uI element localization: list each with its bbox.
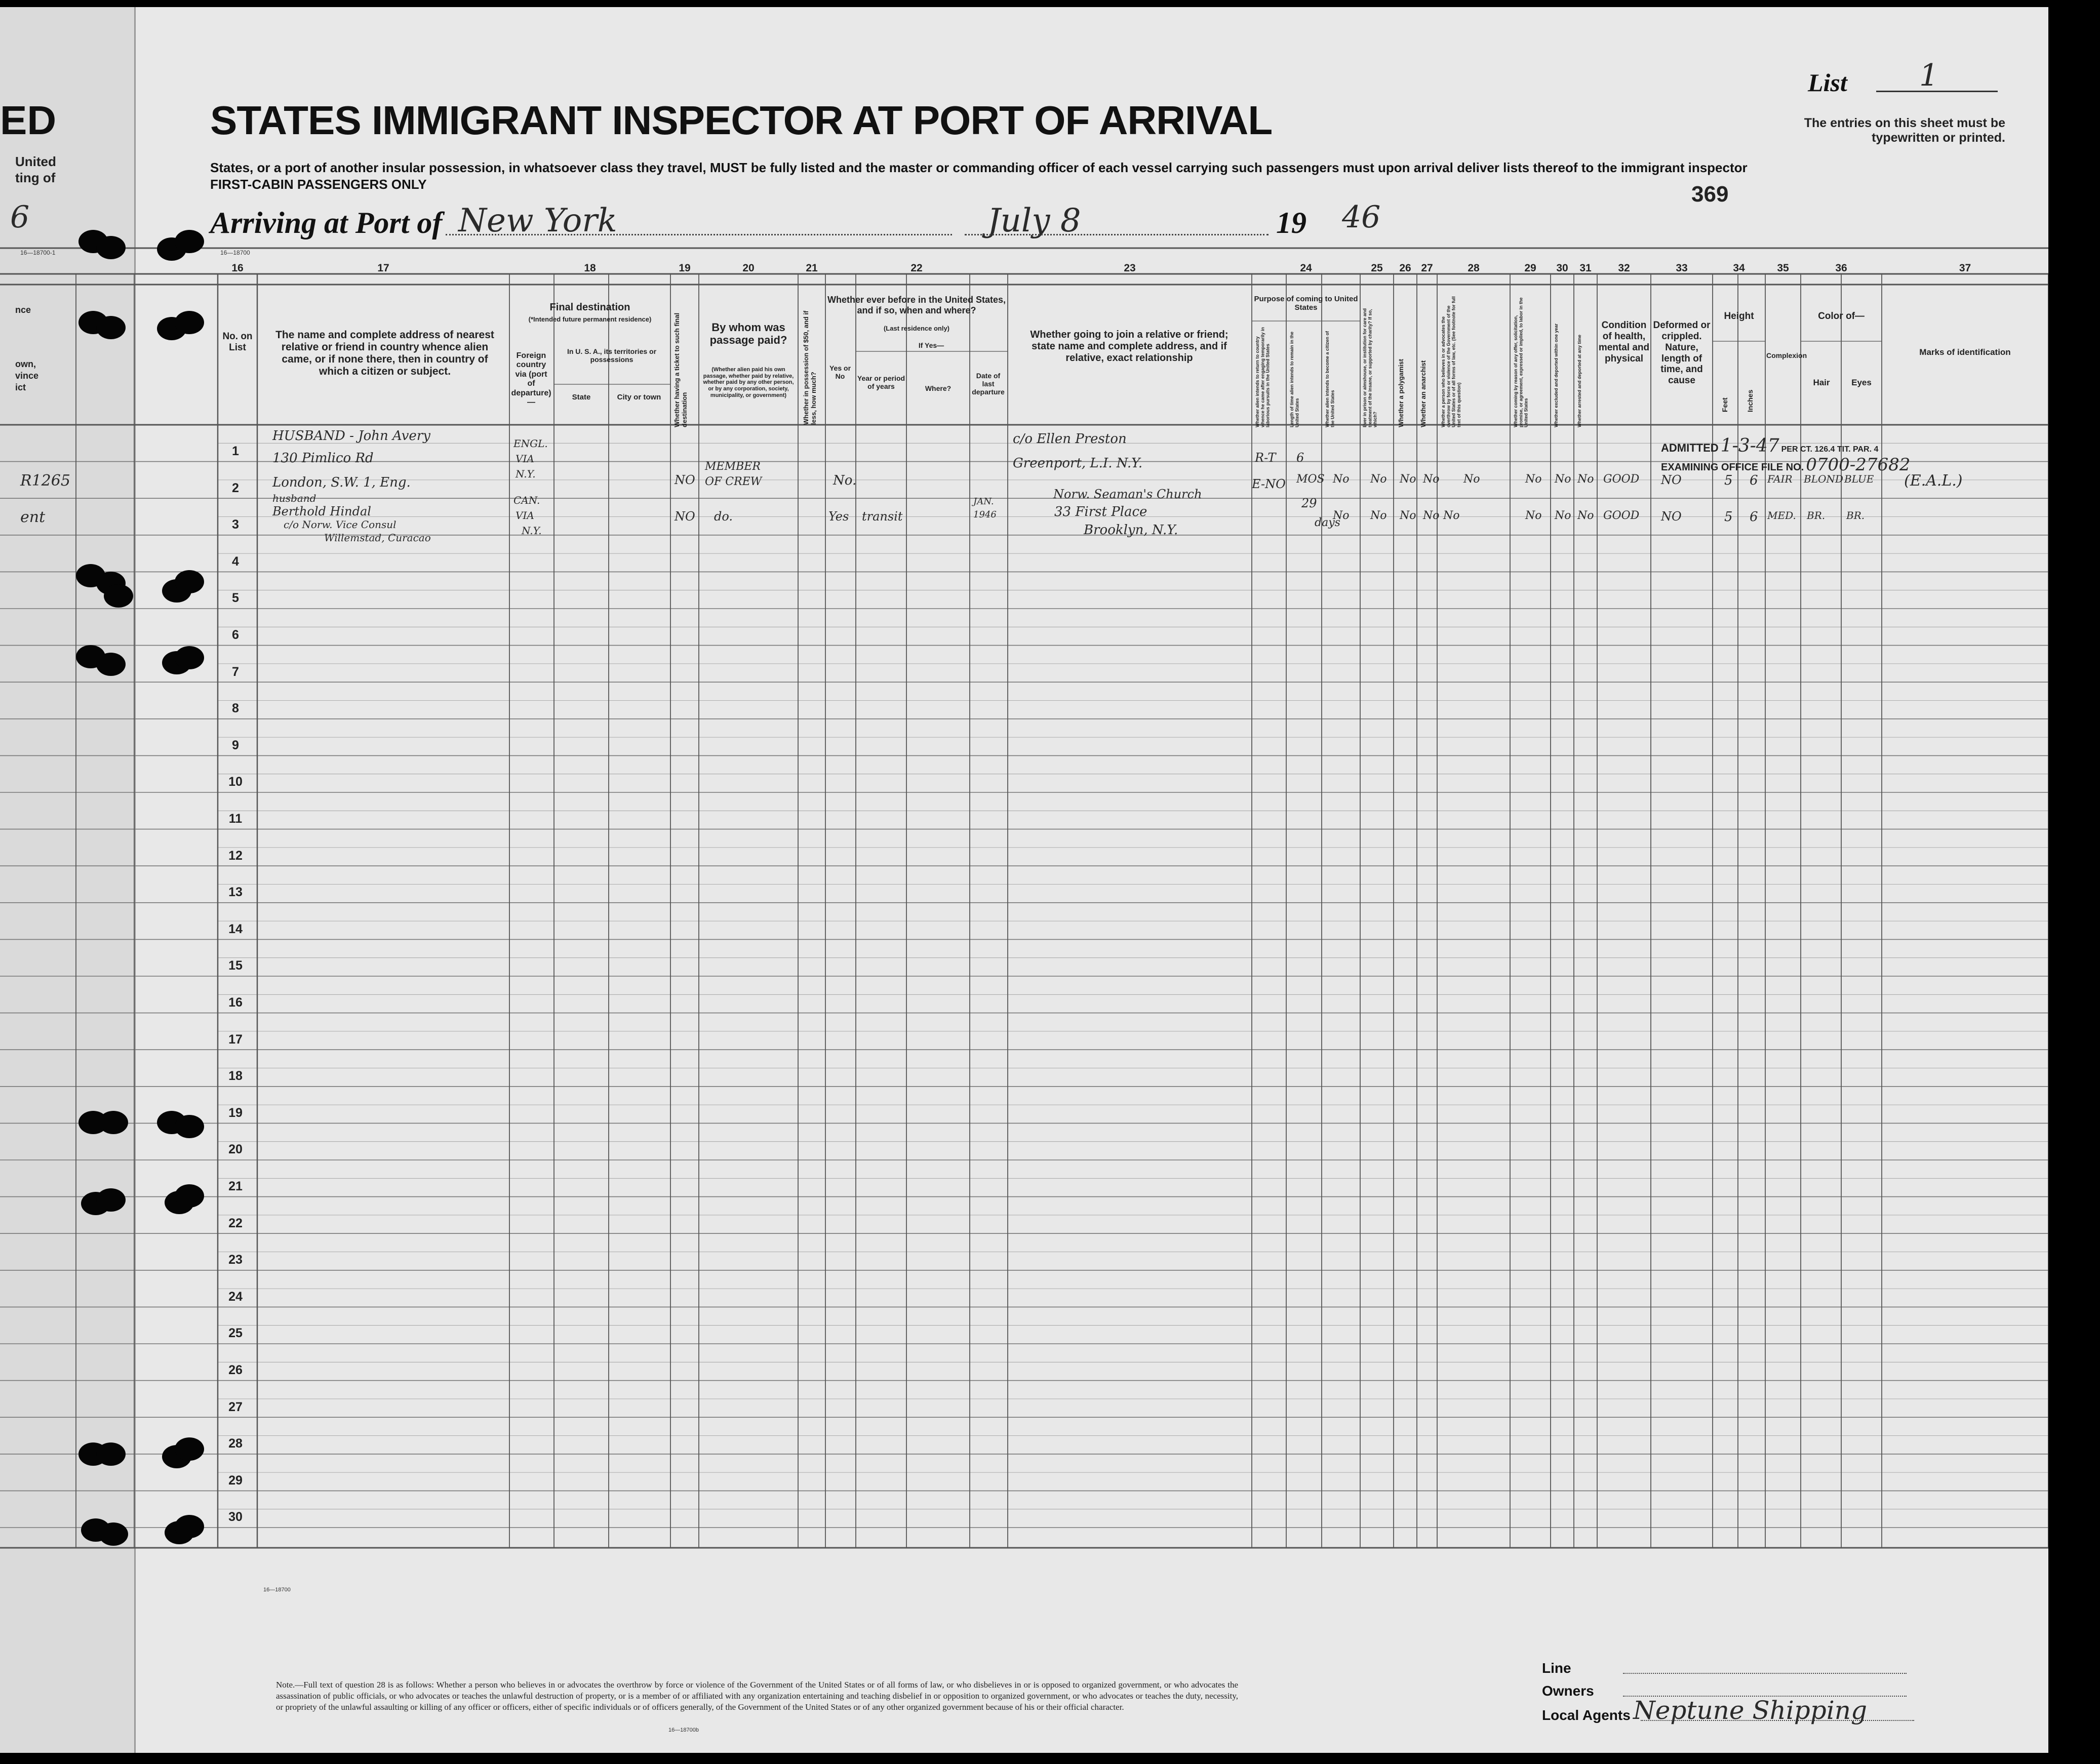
entry-1-ticket: NO: [675, 473, 695, 487]
left-label: nce: [15, 305, 31, 315]
column-number: 26: [1399, 262, 1411, 274]
admitted-label: ADMITTED: [1661, 442, 1719, 454]
column-number: 18: [584, 262, 596, 274]
entry-2-complexion: MED.: [1767, 509, 1796, 522]
agents-value: Neptune Shipping: [1633, 1696, 1867, 1725]
entry-2-last-departure: JAN.: [973, 496, 994, 507]
entry-2-foreign: N.Y.: [522, 525, 542, 537]
punch-hole: [96, 236, 126, 259]
punch-hole: [175, 230, 204, 253]
row-number: 26: [228, 1363, 243, 1377]
header-passage-paid: By whom was passage paid?: [709, 321, 787, 347]
left-number: 6: [10, 199, 30, 235]
entry-2-ticket: NO: [675, 509, 695, 524]
column-number: 23: [1124, 262, 1136, 274]
row-number: 4: [232, 554, 239, 569]
port-value: New York: [458, 202, 617, 239]
column-number: 21: [806, 262, 818, 274]
entry-2-deformed: NO: [1661, 509, 1682, 524]
left-title-fragment: ED: [0, 98, 57, 143]
row-number: 3: [232, 517, 239, 532]
header-in-usa: In U. S. A., its territories or possessions: [567, 347, 657, 364]
line-field-line: [1623, 1673, 1907, 1674]
header-join-relative: Whether going to join a relative or friend; state name and complete address, and if relative, exact relationship: [1030, 329, 1229, 364]
admitted-initials: (E.A.L.): [1904, 472, 1963, 490]
row-number: 14: [228, 921, 243, 936]
header-yes-no: Yes or No: [829, 364, 851, 381]
header-passage-paid-sub: (Whether alien paid his own passage, whether paid by relative, whether paid by any other person, or by any corporation, society, municipality, or government): [703, 367, 794, 398]
column-number: 33: [1676, 262, 1688, 274]
entry-2-purpose-c: days: [1315, 516, 1340, 529]
first-cabin-label: FIRST-CABIN PASSENGERS ONLY: [210, 177, 427, 192]
header-ticket: Whether having a ticket to such final destination: [673, 312, 688, 427]
manifest-page: [0, 7, 2048, 1753]
entry-1-purpose-c: MOS: [1296, 473, 1325, 486]
column-number: 24: [1300, 262, 1312, 274]
entry-2-foreign: CAN.: [513, 494, 540, 506]
entry-1-join: c/o Ellen Preston: [1013, 431, 1127, 447]
entry-2-purpose-b: 29: [1301, 496, 1317, 510]
row-number: 19: [228, 1105, 243, 1120]
entry-2-q28: No: [1443, 509, 1460, 522]
entry-2-eyes: BR.: [1846, 509, 1865, 522]
entry-1-q30: No: [1555, 473, 1571, 486]
column-number: 19: [679, 262, 691, 274]
row-number: 30: [228, 1510, 243, 1525]
header-purpose: Purpose of coming to United States: [1254, 295, 1358, 312]
column-number: 30: [1556, 262, 1568, 274]
row-number: 13: [228, 885, 243, 900]
column-number: 37: [1959, 262, 1971, 274]
stamp-number: 369: [1691, 182, 1729, 207]
entry-1-join: Greenport, L.I. N.Y.: [1013, 456, 1143, 471]
column-number: 20: [742, 262, 755, 274]
row-number: 1: [232, 444, 239, 458]
column-number: 36: [1835, 262, 1847, 274]
punch-hole: [175, 1184, 204, 1208]
port-line: [446, 234, 952, 235]
header-labor-offer: Whether coming by reason of any offer, solicitation, promise, or agreement, expressed or implied, to labor in the United States: [1513, 297, 1529, 427]
punch-hole: [99, 1522, 128, 1546]
year-prefix: 19: [1276, 206, 1306, 239]
header-inches: Inches: [1746, 389, 1754, 412]
header-deformed: Deformed or crippled. Nature, length of time, and cause: [1653, 320, 1711, 386]
punch-hole: [99, 1111, 128, 1134]
column-number: 17: [377, 262, 389, 274]
entry-1-purpose-b: 6: [1296, 451, 1304, 465]
header-if-yes: If Yes—: [918, 341, 944, 349]
entry-1-relative: 130 Pimlico Rd: [272, 451, 374, 466]
row-number: 28: [228, 1436, 243, 1451]
owners-label: Owners: [1542, 1683, 1594, 1699]
header-complexion: Complexion: [1766, 351, 1807, 359]
column-number: 28: [1468, 262, 1480, 274]
header-ever-before: Whether ever before in the United States, and if so, when and where?: [827, 295, 1006, 315]
entry-2-join: 33 First Place: [1054, 504, 1147, 519]
page-subtitle: States, or a port of another insular possession, in whatsoever class they travel, MUST be fully listed and the master or commanding officer of each vessel carrying such passengers must upon arrival deliver lists thereof to the immigrant inspector: [210, 160, 1748, 175]
entry-1-foreign: VIA: [516, 453, 534, 465]
row-number: 25: [228, 1326, 243, 1341]
entry-2-relative: Willemstad, Curacao: [324, 532, 431, 544]
entry-2-q24: No: [1333, 509, 1350, 522]
admitted-file: [1661, 455, 1910, 475]
header-ever-before-sub: (Last residence only): [883, 325, 950, 332]
entry-2-inches: 6: [1750, 509, 1758, 525]
row-number: 18: [228, 1069, 243, 1084]
header-final-destination: Final destination: [549, 302, 630, 313]
entry-1-inches: 6: [1750, 473, 1758, 488]
entry-1-foreign: N.Y.: [516, 468, 536, 480]
entry-1-feet: 5: [1724, 473, 1733, 488]
grid-form-number: 16—18700: [263, 1587, 291, 1593]
entry-1-foreign: ENGL.: [513, 437, 548, 450]
header-last-departure: Date of last departure: [972, 372, 1005, 396]
entry-2-relative: Berthold Hindal: [272, 504, 371, 518]
entry-2-q25: No: [1370, 509, 1387, 522]
left-row-code: ent: [20, 508, 46, 526]
left-side-text: ting of: [15, 170, 56, 185]
entry-2-passage: do.: [714, 509, 733, 524]
footnote: Note.—Full text of question 28 is as follows: Whether a person who believes in or advocates the overthrow by force or violence of the Government of the United States or of all forms of law, or who disbelieves in or is opposed to organized government, or who advocates the assassination of public officials, or who advocates or teaches the unlawful destruction of property, or is a member of or affiliated with any organization entertaining and teaching disbelief in or opposition to organized government, or who advocates or teaches the duty, necessity, or propriety of the unlawful assaulting or killing of any officer or officers, either of specific individuals or of officers generally, of the Government of the United States or of any other organized government because of his or their official character.: [276, 1680, 1238, 1712]
row-number: 16: [228, 995, 243, 1010]
header-excluded: Whether excluded and deported within one year: [1554, 323, 1559, 427]
entry-2-q29: No: [1525, 509, 1542, 522]
header-purpose-b: Length of time alien intends to remain in the United States: [1289, 331, 1300, 427]
agents-label: Local Agents: [1542, 1707, 1631, 1723]
page-title: STATES IMMIGRANT INSPECTOR AT PORT OF ARRIVAL: [210, 98, 1273, 143]
punch-hole: [175, 1115, 204, 1138]
header-height: Height: [1724, 311, 1754, 322]
entry-1-complexion: FAIR: [1767, 473, 1793, 485]
punch-hole: [175, 1515, 204, 1538]
typewritten-note: The entries on this sheet must be typewritten or printed.: [1804, 116, 2005, 145]
date-line: [965, 234, 1269, 235]
column-number: 34: [1733, 262, 1745, 274]
left-side-text: United: [15, 154, 56, 169]
column-number: 29: [1524, 262, 1536, 274]
form-number: 16—18700: [220, 249, 250, 256]
column-number: 27: [1421, 262, 1433, 274]
row-number: 15: [228, 958, 243, 973]
entry-1-q26: No: [1400, 473, 1416, 486]
entry-2-feet: 5: [1724, 509, 1733, 525]
entry-1-passage: OF CREW: [705, 475, 762, 488]
column-number: 35: [1777, 262, 1789, 274]
row-number: 9: [232, 738, 239, 752]
entry-2-health: GOOD: [1603, 509, 1640, 522]
entry-2-foreign: VIA: [516, 509, 534, 522]
entry-1-relative: London, S.W. 1, Eng.: [272, 475, 411, 490]
admitted-stamp: [1661, 435, 1878, 456]
header-overthrow: Whether a person who believes in or advocates the overthrow by force or violence of the Government of the United States or of all forms of law, etc. (See footnote for full text of this question): [1441, 296, 1462, 427]
row-number: 12: [228, 848, 243, 863]
file-label: EXAMINING OFFICE FILE NO.: [1661, 462, 1804, 473]
entry-2-q27: No: [1423, 509, 1440, 522]
row-number: 23: [228, 1253, 243, 1267]
left-label: own,: [15, 359, 36, 369]
entry-2-purpose-a: E-NO: [1252, 477, 1286, 491]
entry-2-ever-before: Yes: [828, 509, 849, 524]
header-where: Where?: [925, 384, 952, 392]
entry-2-last-departure: 1946: [973, 509, 997, 520]
row-number: 8: [232, 701, 239, 716]
entry-1-q24: No: [1333, 473, 1350, 486]
row-number: 21: [228, 1179, 243, 1193]
column-number: 32: [1618, 262, 1630, 274]
entry-2-relative: husband: [272, 492, 316, 504]
entry-1-q29: No: [1525, 473, 1542, 486]
entry-1-passage: MEMBER: [705, 460, 761, 473]
header-nearest-relative: The name and complete address of nearest relative or friend in country whence alien came, or if none there, then in country of which a citizen or subject.: [275, 329, 494, 378]
entry-1-deformed: NO: [1661, 473, 1682, 487]
header-possession: Whether in possession of $50, and if less, how much?: [802, 310, 817, 425]
admitted-date: 1-3-47: [1720, 435, 1779, 456]
row-number: 7: [232, 664, 239, 679]
punch-hole: [175, 311, 204, 334]
entry-1-relative: HUSBAND - John Avery: [272, 428, 430, 444]
entry-1-q31: No: [1577, 473, 1594, 486]
column-number: 25: [1371, 262, 1383, 274]
entry-1-health: GOOD: [1603, 473, 1640, 486]
row-number: 10: [228, 775, 243, 789]
date-value: July 8: [987, 202, 1081, 239]
punch-hole: [96, 653, 126, 676]
punch-hole: [175, 570, 204, 593]
file-number: 0700-27682: [1806, 455, 1911, 475]
header-arrested: Whether arrested and deported at any time: [1577, 334, 1582, 427]
column-number: 16: [231, 262, 244, 274]
header-polygamist: Whether a polygamist: [1397, 358, 1405, 427]
header-prison: Ever in prison or almshouse, or institution for care and treatment of the insane, or supported by charity? If so, which?: [1362, 308, 1378, 427]
row-number: 24: [228, 1289, 243, 1304]
admitted-per: PER CT. 126.4 TIT. PAR. 4: [1781, 445, 1879, 454]
list-number: 1: [1919, 58, 1939, 93]
header-purpose-a: Whether alien intends to return to country whence he came after engaging temporarily in laborious pursuits in the United States: [1255, 327, 1271, 427]
row-number: 27: [228, 1399, 243, 1414]
entry-2-q31: No: [1577, 509, 1594, 522]
header-state: State: [572, 393, 591, 402]
header-purpose-c: Whether alien intends to become a citizen of the United States: [1325, 331, 1335, 427]
punch-hole: [175, 646, 204, 669]
punch-hole: [96, 1188, 126, 1212]
entry-2-join: Norw. Seaman's Church: [1053, 487, 1202, 501]
header-anarchist: Whether an anarchist: [1419, 360, 1427, 427]
header-marks: Marks of identification: [1919, 347, 2011, 357]
column-number: 31: [1579, 262, 1592, 274]
column-number: 22: [910, 262, 923, 274]
header-eyes: Eyes: [1851, 378, 1872, 387]
entry-2-hair: BR.: [1807, 509, 1826, 522]
entry-1-possession: No.: [833, 473, 857, 488]
line-label: Line: [1542, 1660, 1571, 1676]
header-foreign-country: Foreign country via (port of departure)—: [511, 351, 551, 407]
punch-hole: [96, 316, 126, 339]
header-final-destination-sub: (*Intended future permanent residence): [528, 315, 652, 323]
row-number: 29: [228, 1473, 243, 1488]
entry-1-hair: BLOND: [1804, 473, 1843, 485]
year-suffix: 46: [1342, 199, 1381, 235]
row-number: 6: [232, 628, 239, 642]
row-number: 17: [228, 1032, 243, 1047]
footnote-form-number: 16—18700b: [668, 1727, 699, 1733]
punch-hole: [96, 1442, 126, 1466]
left-label: vince: [15, 371, 39, 381]
header-color-of: Color of—: [1818, 311, 1865, 322]
punch-hole: [104, 584, 133, 608]
header-hair: Hair: [1813, 378, 1830, 387]
arriving-label: Arriving at Port of: [210, 206, 443, 239]
punch-hole: [175, 1437, 204, 1461]
header-year-period: Year or period of years: [857, 374, 905, 391]
entry-2-q30: No: [1555, 509, 1571, 522]
entry-2-where: transit: [862, 509, 903, 524]
left-label: ict: [15, 382, 26, 392]
row-number: 2: [232, 480, 239, 495]
entry-1-q25: No: [1370, 473, 1387, 486]
header-health: Condition of health, mental and physical: [1598, 320, 1650, 364]
entry-1-q27: No: [1423, 473, 1440, 486]
header-city: City or town: [617, 393, 661, 402]
row-number: 22: [228, 1216, 243, 1230]
entry-2-relative: c/o Norw. Vice Consul: [284, 518, 397, 531]
header-feet: Feet: [1721, 397, 1729, 412]
entry-1-eyes: BLUE: [1844, 473, 1874, 485]
row-number: 5: [232, 591, 239, 606]
entry-1-q28: No: [1463, 473, 1480, 486]
header-no-on-list: No. on List: [222, 331, 253, 353]
row-number: 20: [228, 1142, 243, 1157]
left-row-code: R1265: [20, 472, 70, 490]
entry-1-purpose-a: R-T: [1255, 451, 1276, 465]
row-number: 11: [228, 812, 243, 826]
left-form-number: 16—18700-1: [20, 249, 56, 256]
entry-2-q26: No: [1400, 509, 1416, 522]
list-label: List: [1808, 68, 1847, 97]
entry-2-join: Brooklyn, N.Y.: [1084, 523, 1178, 538]
